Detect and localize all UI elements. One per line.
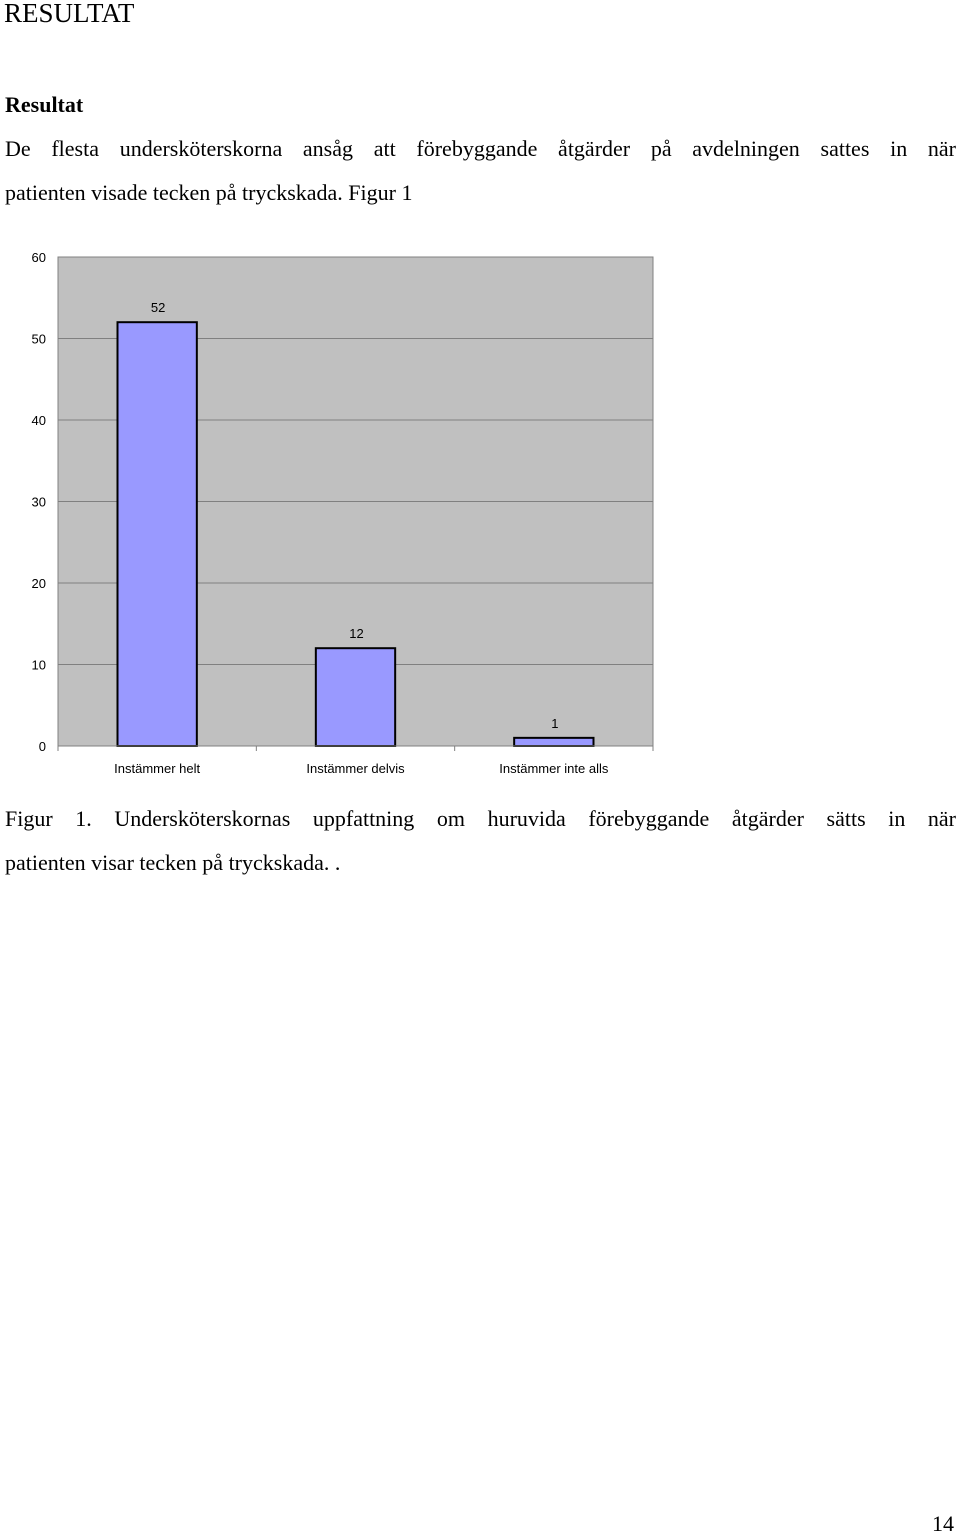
page-number: 14 <box>932 1511 954 1536</box>
figure-caption-line-2: patienten visar tecken på tryckskada. . <box>5 850 341 875</box>
x-axis <box>58 746 653 776</box>
x-tick-label: Instämmer helt <box>114 761 201 776</box>
data-label: 12 <box>349 626 364 642</box>
document-title: RESULTAT <box>4 0 135 28</box>
bar <box>316 648 395 746</box>
y-tick-label: 10 <box>31 657 46 673</box>
y-tick-label: 50 <box>31 331 46 347</box>
y-axis <box>32 250 46 754</box>
y-tick-label: 20 <box>31 576 46 591</box>
x-tick-label: Instämmer inte alls <box>499 761 609 776</box>
paragraph-line-2: patienten visade tecken på tryckskada. Figur 1 <box>5 180 413 205</box>
y-tick-label: 40 <box>31 413 46 428</box>
bar <box>514 738 593 746</box>
data-label: 1 <box>551 715 559 731</box>
bar-chart <box>0 240 680 790</box>
paragraph-line-1: De flesta undersköterskorna ansåg att förebyggande åtgärder på avdelningen sattes in när <box>5 136 956 161</box>
y-tick-label: 30 <box>31 494 46 510</box>
figure-caption-line-1: Figur 1. Undersköterskornas uppfattning om huruvida förebyggande åtgärder sätts in när <box>5 806 956 831</box>
section-heading: Resultat <box>5 92 84 117</box>
x-tick-label: Instämmer delvis <box>306 761 405 776</box>
bar <box>118 322 197 746</box>
y-tick-label: 0 <box>38 739 46 754</box>
y-tick-label: 60 <box>31 250 46 265</box>
data-label: 52 <box>150 300 166 316</box>
